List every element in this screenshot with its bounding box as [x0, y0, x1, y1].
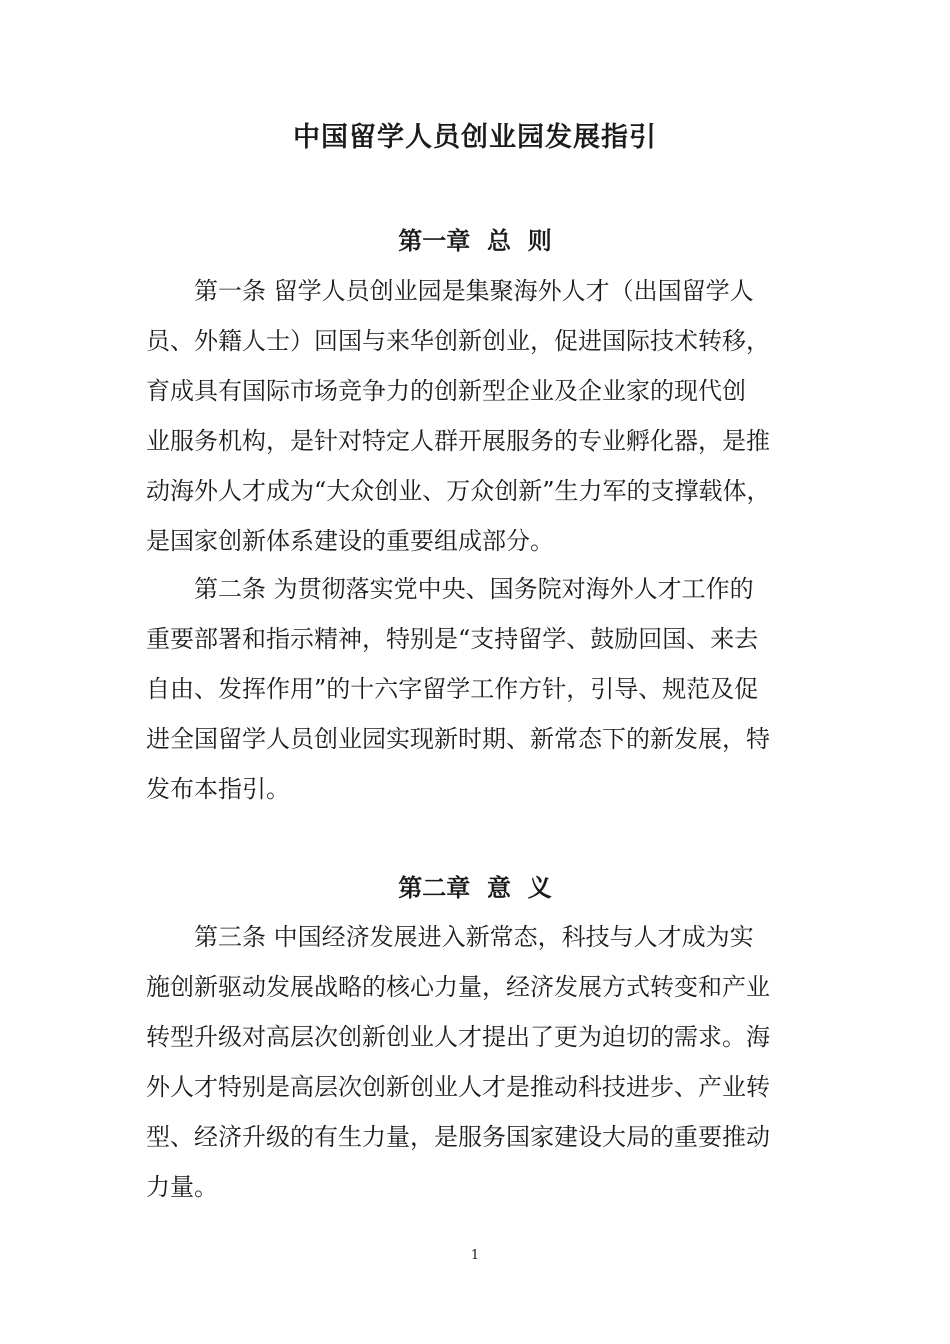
chapter-heading-1: 第一章 总 则: [398, 227, 552, 255]
article-2: [146, 564, 810, 814]
page-number: 1: [470, 1248, 480, 1263]
article-3: [146, 912, 810, 1212]
article-2-line: 重要部署和指示精神，特别是“支持留学、鼓励回国、来去: [146, 625, 759, 653]
article-1-line: 育成具有国际市场竞争力的创新型企业及企业家的现代创: [146, 377, 746, 405]
article-2-line: 发布本指引。: [146, 775, 290, 803]
article-1-line: 动海外人才成为“大众创业、万众创新”生力军的支撑载体，: [146, 477, 771, 505]
article-1: [146, 266, 810, 566]
chapter-heading-2: 第二章 意 义: [398, 874, 552, 902]
document-title: 中国留学人员创业园发展指引: [293, 122, 657, 153]
article-1-line: 第一条 留学人员创业园是集聚海外人才（出国留学人: [194, 277, 754, 305]
article-3-line: 力量。: [146, 1173, 218, 1201]
article-1-line: 员、外籍人士）回国与来华创新创业，促进国际技术转移，: [146, 327, 770, 355]
article-3-line: 型、经济升级的有生力量，是服务国家建设大局的重要推动: [146, 1123, 770, 1151]
article-3-line: 施创新驱动发展战略的核心力量，经济发展方式转变和产业: [146, 973, 770, 1001]
article-1-line: 是国家创新体系建设的重要组成部分。: [146, 527, 554, 555]
article-3-line: 转型升级对高层次创新创业人才提出了更为迫切的需求。海: [146, 1023, 770, 1051]
article-2-line: 自由、发挥作用”的十六字留学工作方针，引导、规范及促: [146, 675, 759, 703]
article-3-line: 第三条 中国经济发展进入新常态，科技与人才成为实: [194, 923, 754, 951]
article-3-line: 外人才特别是高层次创新创业人才是推动科技进步、产业转: [146, 1073, 770, 1101]
article-2-line: 第二条 为贯彻落实党中央、国务院对海外人才工作的: [194, 575, 754, 603]
article-2-line: 进全国留学人员创业园实现新时期、新常态下的新发展，特: [146, 725, 770, 753]
article-1-line: 业服务机构，是针对特定人群开展服务的专业孵化器，是推: [146, 427, 770, 455]
